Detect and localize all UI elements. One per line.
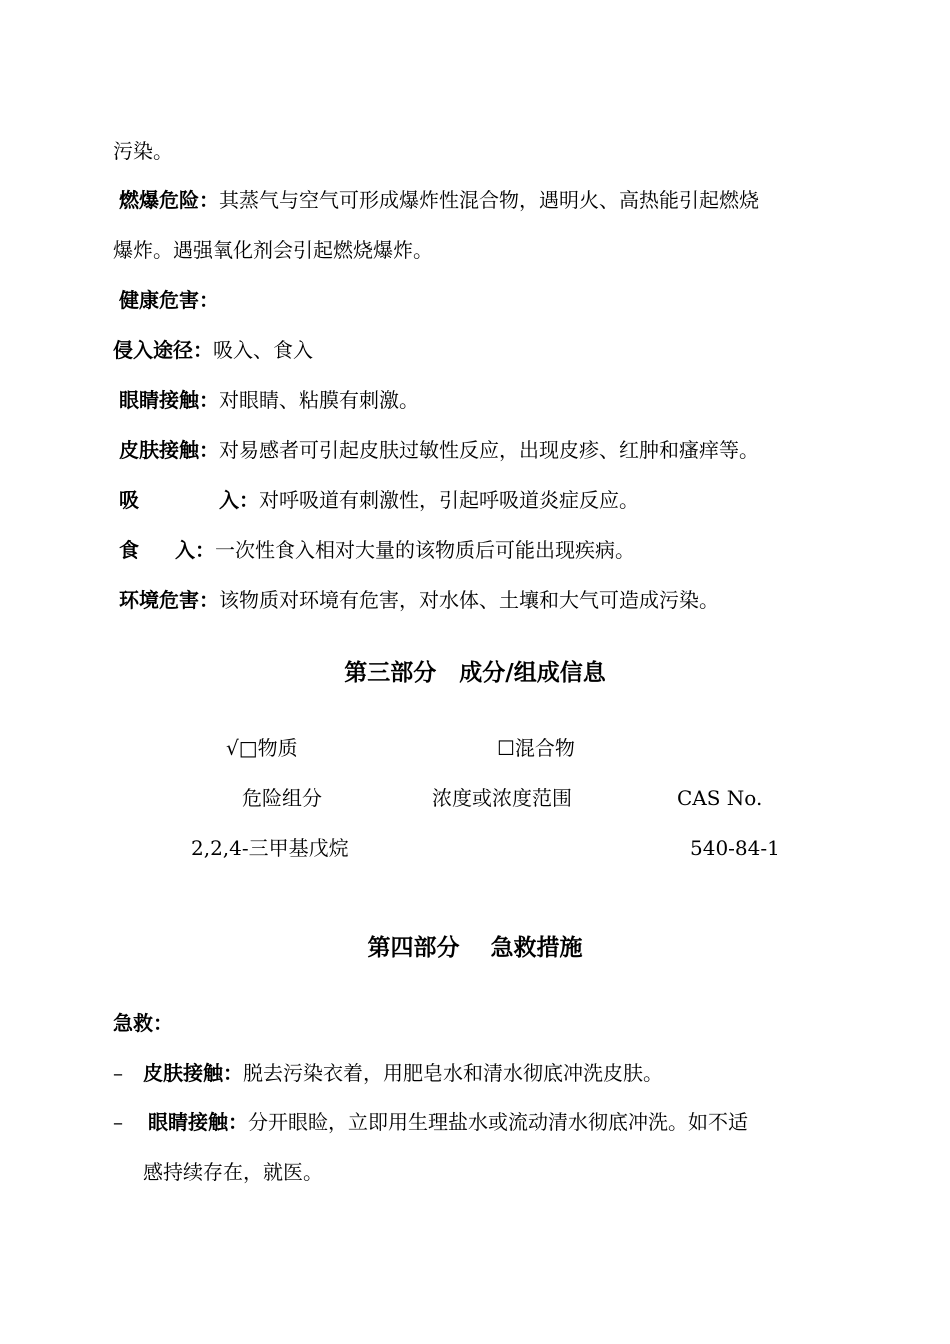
mixture-checkbox: ☐混合物 [497, 736, 575, 760]
first-aid-eye-line [113, 1108, 748, 1136]
inhalation-line [119, 486, 639, 514]
explosion-hazard-label: 燃爆危险： [119, 188, 219, 212]
explosion-hazard-text-cont: 爆炸。遇强氧化剂会引起燃烧爆炸。 [113, 238, 433, 262]
inhalation-label-a: 吸 [119, 488, 139, 512]
eye-contact-label: 眼睛接触： [119, 388, 219, 412]
component-cas: 540-84-1 [690, 836, 780, 860]
skin-contact-label: 皮肤接触： [119, 438, 219, 462]
ingestion-label-a: 食 [119, 538, 139, 562]
ingestion-label-b: 入： [175, 538, 215, 562]
health-hazard-label: 健康危害： [119, 288, 219, 312]
header-component: 危险组分 [242, 786, 322, 810]
exposure-route-label: 侵入途径： [113, 338, 213, 362]
inhalation-label-b: 入： [219, 488, 259, 512]
section4-title: 第四部分 急救措施 [367, 934, 583, 961]
environment-hazard-text: 该物质对环境有危害，对水体、土壤和大气可造成污染。 [219, 588, 719, 612]
first-aid-skin-label: 皮肤接触： [143, 1061, 243, 1085]
first-aid-eye-label: 眼睛接触： [148, 1110, 248, 1134]
section3-title: 第三部分 成分/组成信息 [344, 659, 606, 686]
first-aid-label: 急救： [113, 1011, 173, 1035]
explosion-hazard-line [119, 186, 759, 214]
skin-contact-line [119, 436, 759, 464]
header-cas: CAS No. [677, 786, 763, 810]
skin-contact-text: 对易感者可引起皮肤过敏性反应，出现皮疹、红肿和瘙痒等。 [219, 438, 759, 462]
component-name: 2,2,4-三甲基戊烷 [191, 836, 349, 860]
eye-contact-line [119, 386, 419, 414]
environment-hazard-line [119, 586, 719, 614]
continuation-text: 污染。 [113, 139, 173, 163]
header-concentration: 浓度或浓度范围 [432, 786, 572, 810]
ingestion-line [119, 536, 635, 564]
first-aid-eye-text: 分开眼睑，立即用生理盐水或流动清水彻底冲洗。如不适 [248, 1110, 748, 1134]
exposure-route-line [113, 336, 313, 364]
list-dash: – [113, 1110, 123, 1134]
exposure-route-text: 吸入、食入 [213, 338, 313, 362]
explosion-hazard-text: 其蒸气与空气可形成爆炸性混合物，遇明火、高热能引起燃烧 [219, 188, 759, 212]
environment-hazard-label: 环境危害： [119, 588, 219, 612]
first-aid-eye-text-cont: 感持续存在，就医。 [143, 1160, 323, 1184]
eye-contact-text: 对眼睛、粘膜有刺激。 [219, 388, 419, 412]
ingestion-text: 一次性食入相对大量的该物质后可能出现疾病。 [215, 538, 635, 562]
first-aid-skin-text: 脱去污染衣着，用肥皂水和清水彻底冲洗皮肤。 [243, 1061, 663, 1085]
substance-checkbox: √□物质 [226, 736, 298, 760]
first-aid-skin-line [113, 1059, 663, 1087]
list-dash: – [113, 1061, 123, 1085]
inhalation-text: 对呼吸道有刺激性，引起呼吸道炎症反应。 [259, 488, 639, 512]
